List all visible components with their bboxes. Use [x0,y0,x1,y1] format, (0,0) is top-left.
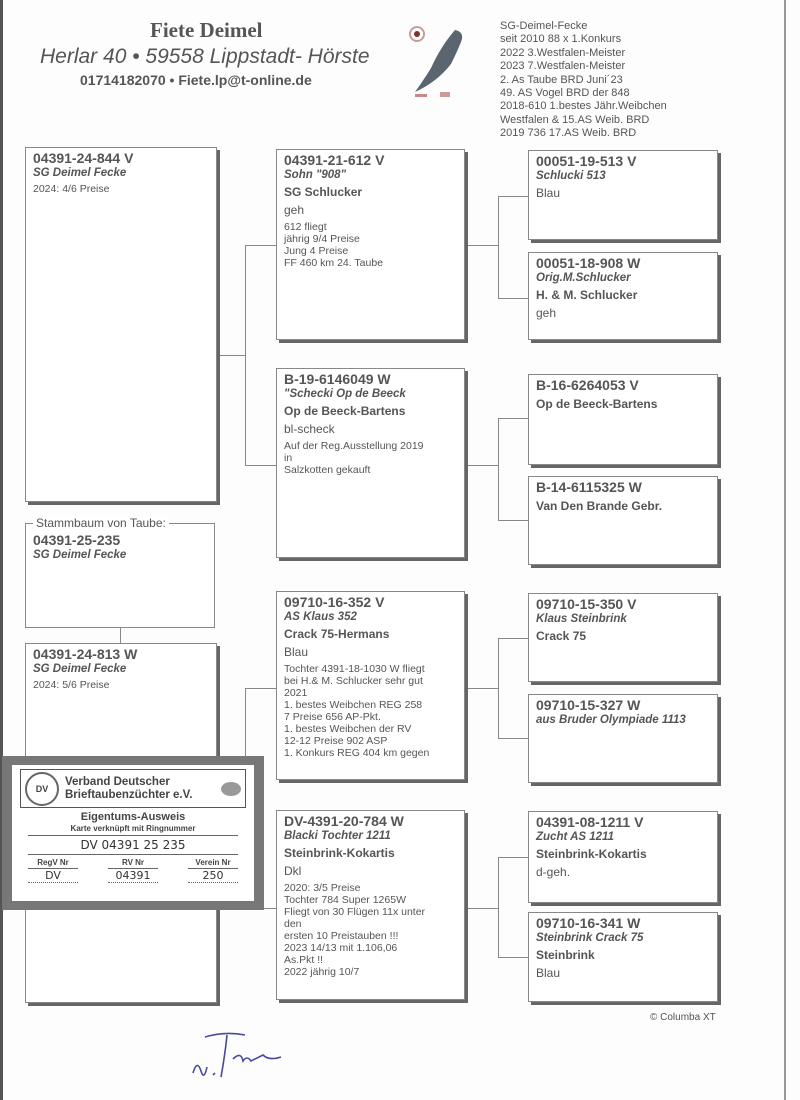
breeder-contact: 01714182070 • Fiete.lp@t-online.de [80,72,312,88]
scan-edge-left [0,0,3,1100]
connector-line [245,688,276,689]
connector-line [120,628,121,643]
connector-line [498,638,528,639]
connector-line [245,245,246,465]
great-grandparent-box [528,912,718,1002]
remarks: Tochter 4391-18-1030 W fliegt bei H.& M. Schlucker sehr gut 2021 1. bestes Weibchen REG 258 7 Preise 656 AP-Pkt. 1. bestes Weibchen der RV 12-12 Preise 902 ASP 1. Konkurs REG 404 km gegen [284,663,430,759]
connector-line [498,196,499,298]
field-value: 04391 [108,869,158,883]
subject-legend: Stammbaum von Taube: [33,516,169,530]
card-fields [28,858,238,883]
ring-number: 04391-21-612 V [284,152,385,168]
card-field [28,858,78,883]
great-grandparent-box [528,374,718,465]
field-label: RegV Nr [28,858,78,869]
ring-number: 09710-15-350 V [536,596,637,612]
breeder: Op de Beeck-Bartens [284,404,406,418]
breeder-name: Fiete Deimel [150,18,263,42]
grandparent-box [276,368,465,558]
breeder-address: Herlar 40 • 59558 Lippstadt- Hörste [40,45,370,68]
dv-seal-icon: DV [25,772,59,806]
connector-line [498,520,528,521]
sire-box [25,147,217,502]
pigeon-name: Blacki Tochter 1211 [284,830,391,842]
grandparent-box [276,591,465,780]
achievement: seit 2010 88 x 1.Konkurs [500,33,622,46]
ring-number: B-16-6264053 V [536,377,639,393]
ring-number: 00051-19-513 V [536,153,637,169]
breeder: H. & M. Schlucker [536,288,638,302]
grandparent-box [276,149,465,340]
ring-number: 04391-24-813 W [33,646,138,662]
ring-number: DV-4391-20-784 W [284,813,404,829]
great-grandparent-box [528,811,718,903]
great-grandparent-box [528,593,718,682]
great-grandparent-box [528,252,718,340]
breeder: Steinbrink-Kokartis [536,847,647,861]
card-ring-number: DV 04391 25 235 [28,836,238,855]
color: Dkl [284,864,302,878]
achievements-list [500,20,667,141]
pigeon-name: Steinbrink Crack 75 [536,932,644,944]
ring-number: 09710-16-352 V [284,594,385,610]
connector-line [466,908,498,909]
ring-number: B-19-6146049 W [284,371,391,387]
remarks: 2024: 4/6 Preise [33,183,110,195]
ring-number: 09710-15-327 W [536,697,641,713]
ring-number: 00051-18-908 W [536,255,641,271]
pigeon-name: Klaus Steinbrink [536,613,627,625]
color: Blau [284,645,309,659]
field-label: RV Nr [108,858,158,869]
achievement: Westfalen & 15.AS Weib. BRD [500,113,650,126]
breeder: Crack 75-Hermans [284,627,390,641]
ownership-card [2,756,264,910]
connector-line [466,465,498,466]
org-line: Brieftaubenzüchter e.V. [65,788,193,801]
card-field [188,858,238,883]
ring-number: B-14-6115325 W [536,479,642,495]
connector-line [466,688,498,689]
card-subtitle: Karte verknüpft mit Ringnummer [28,824,238,836]
ring-number: 04391-08-1211 V [536,814,644,830]
pigeon-name: AS Klaus 352 [284,611,357,623]
card-title: Eigentums-Ausweis [80,811,186,823]
pigeon-name: Zucht AS 1211 [536,831,614,843]
connector-line [498,957,528,958]
breeder: Steinbrink [536,948,595,962]
breeder: Crack 75 [536,629,587,643]
breeder: Van Den Brande Gebr. [536,499,663,513]
achievement: 2019 736 17.AS Weib. BRD [500,127,637,140]
org-line: Verband Deutscher [65,775,170,788]
color: d-geh. [536,865,571,879]
pigeon-name: Sohn "908" [284,169,347,181]
color: Blau [536,966,561,980]
grandparent-box [276,810,465,1000]
color: geh [284,203,305,217]
pigeon-name: SG Deimel Fecke [33,167,127,179]
pigeon-photo-icon [405,20,483,102]
field-label: Verein Nr [188,858,238,869]
connector-line [245,245,276,246]
achievement: SG-Deimel-Fecke [500,20,588,32]
color: Blau [536,186,561,200]
signature [185,1025,295,1085]
connector-line [218,355,245,356]
scan-edge-right [784,0,786,1100]
color: geh [536,306,557,320]
achievement: 49. AS Vogel BRD der 848 [500,87,630,100]
great-grandparent-box [528,694,718,783]
achievement: 2. As Taube BRD Juni´23 [500,73,623,86]
connector-line [498,857,499,957]
organization-name [65,776,221,802]
pigeon-name: SG Deimel Fecke [33,549,127,561]
pigeon-name: aus Bruder Olympiade 1113 [536,714,686,726]
connector-line [466,245,498,246]
copyright: © Columba XT [650,1012,716,1023]
globe-icon [221,782,241,796]
remarks: 2020: 3/5 Preise Tochter 784 Super 1265W Fliegt von 30 Flügen 11x unter den ersten 10 Preistauben !!! 2023 14/13 mit 1.106,06 As.Pkt !! 2022 jährig 10/7 [284,882,426,978]
achievement: 2022 3.Westfalen-Meister [500,46,626,59]
field-value: 250 [188,869,238,883]
ring-number: 09710-16-341 W [536,915,641,931]
subject-box [25,523,215,628]
breeder: SG Schlucker [284,185,363,199]
pigeon-name: "Schecki Op de Beeck [284,388,406,400]
connector-line [498,738,528,739]
remarks: Auf der Reg.Ausstellung 2019 in Salzkotten gekauft [284,440,424,476]
remarks: 612 fliegt jährig 9/4 Preise Jung 4 Preise FF 460 km 24. Taube [284,221,384,269]
connector-line [245,465,276,466]
card-field [108,858,158,883]
ring-number: 04391-24-844 V [33,150,134,166]
connector-line [498,418,528,419]
connector-line [498,418,499,520]
remarks: 2024: 5/6 Preise [33,679,110,691]
great-grandparent-box [528,476,718,565]
great-grandparent-box [528,150,718,240]
pigeon-name: SG Deimel Fecke [33,663,127,675]
connector-line [498,857,528,858]
achievement: 2018-610 1.bestes Jähr.Weibchen [500,100,667,113]
field-value: DV [28,869,78,883]
achievement: 2023 7.Westfalen-Meister [500,60,626,73]
breeder: Steinbrink-Kokartis [284,846,395,860]
breeder: Op de Beeck-Bartens [536,397,658,411]
pigeon-name: Schlucki 513 [536,170,606,182]
connector-line [498,638,499,738]
connector-line [498,298,528,299]
connector-line [498,196,528,197]
pigeon-name: Orig.M.Schlucker [536,272,631,284]
color: bl-scheck [284,422,335,436]
card-header [20,769,246,808]
ring-number: 04391-25-235 [33,532,121,548]
